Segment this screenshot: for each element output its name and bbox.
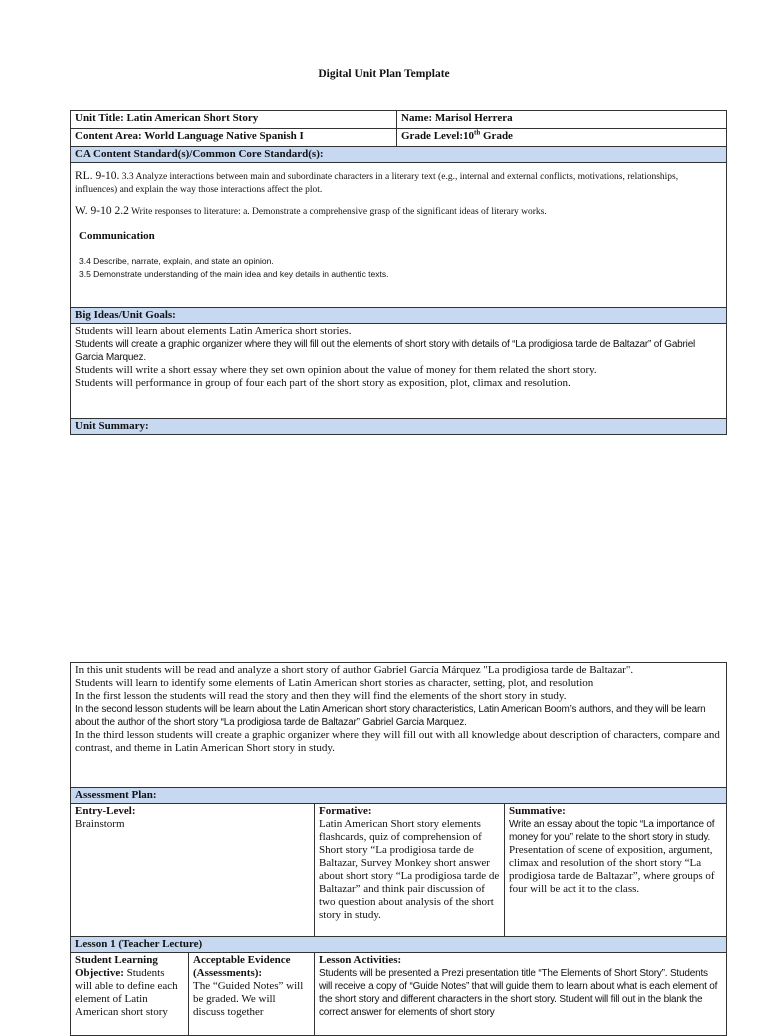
unit-plan-table-continued (70, 662, 727, 1036)
lesson1-heading: Lesson 1 (Teacher Lecture) (71, 937, 727, 953)
entry-level-label: Entry-Level: (75, 805, 136, 817)
entry-level-text: Brainstorm (75, 818, 125, 830)
activities-cell (315, 953, 727, 1036)
summary-line: In the first lesson the students will read the story and then they will find the elements of the short story in study. (75, 690, 567, 702)
summary-line: In the second lesson students will be learn about the Latin American short story characteristics, Latin American Boom’s authors, and they will be learn about the author of the short story “La prodigiosa tarde de Baltazar” Gabriel Garcia Marquez. (75, 704, 706, 728)
unit-summary-heading: Unit Summary: (71, 419, 727, 435)
communication-heading: Communication (79, 230, 155, 242)
standards-body (71, 163, 727, 308)
grade-level-cell: Grade Level:10th Grade (397, 129, 727, 147)
evidence-text: The “Guided Notes” will be graded. We will discuss together (193, 980, 304, 1018)
summative-text: Presentation of scene of exposition, argument, climax and resolution of the short story “La prodigiosa tarde de Baltazar”, where groups of four will be act it to the class. (509, 844, 715, 895)
big-ideas-body (71, 324, 727, 419)
formative-cell (315, 804, 505, 937)
summary-line: In this unit students will be read and analyze a short story of author Gabriel García Márquez "La prodigiosa tarde de Baltazar". (75, 664, 634, 676)
comm-item: 3.5 Demonstrate understanding of the main idea and key details in authentic texts. (79, 269, 389, 279)
name-cell: Name: Marisol Herrera (397, 111, 727, 129)
summative-text: Write an essay about the topic “La importance of money for you” relate to the short story in study. (509, 819, 715, 843)
activities-text: Students will be presented a Prezi presentation title “The Elements of Short Story”. Students will receive a copy of “Guide Notes” that will guide them to learn about what is each element of the short story and different characters in the short story. Student will fill out in the blank the correct answer for elements of short story (319, 968, 718, 1018)
big-idea-line: Students will learn about elements Latin America short stories. (75, 325, 352, 337)
objective-cell (71, 953, 189, 1036)
standard-rl: RL. 9-10. 3.3 Analyze interactions between main and subordinate characters in a literary text (e.g., internal and external conflicts, motivations, relationships, influences) and explain the way those interactions affect the plot. (75, 170, 679, 195)
formative-label: Formative: (319, 805, 372, 817)
content-area-cell: Content Area: World Language Native Spanish I (71, 129, 397, 147)
big-idea-line: Students will performance in group of four each part of the short story as exposition, plot, climax and resolution. (75, 377, 571, 389)
unit-summary-body (71, 663, 727, 788)
unit-plan-table (70, 110, 727, 435)
objective-label: Student Learning Objective: (75, 954, 158, 979)
comm-item: 3.4 Describe, narrate, explain, and state an opinion. (79, 256, 274, 266)
assessment-heading: Assessment Plan: (71, 788, 727, 804)
entry-level-cell (71, 804, 315, 937)
summative-cell (505, 804, 727, 937)
standards-heading: CA Content Standard(s)/Common Core Standard(s): (71, 147, 727, 163)
activities-label: Lesson Activities: (319, 954, 402, 966)
unit-title-cell: Unit Title: Latin American Short Story (71, 111, 397, 129)
big-idea-line: Students will write a short essay where they set own opinion about the value of money for them related the short story. (75, 364, 597, 376)
summary-line: Students will learn to identify some elements of Latin American short stories as character, setting, plot, and resolution (75, 677, 594, 689)
summative-label: Summative: (509, 805, 566, 817)
big-idea-line: Students will create a graphic organizer where they will fill out the elements of short story with details of “La prodigiosa tarde de Baltazar” of Gabriel Garcia Marquez. (75, 339, 696, 363)
document-title: Digital Unit Plan Template (318, 68, 450, 80)
evidence-cell (189, 953, 315, 1036)
big-ideas-heading: Big Ideas/Unit Goals: (71, 308, 727, 324)
summary-line: In the third lesson students will create a graphic organizer where they will fill out with all knowledge about description of characters, compare and contrast, and theme in Latin American Short story in study. (75, 729, 720, 754)
formative-text: Latin American Short story elements flashcards, quiz of comprehension of Short story “La prodigiosa tarde de Baltazar, Survey Monkey short answer about short story “La prodigiosa tarde de Baltazar” and think pair discussion of two question about analysis of the short story in study. (319, 818, 500, 921)
objective-text: Students will able to define each element of Latin American short story (75, 967, 178, 1018)
evidence-label: Acceptable Evidence (Assessments): (193, 954, 291, 979)
standard-w: W. 9-10 2.2 Write responses to literature: a. Demonstrate a comprehensive grasp of the significant ideas of literary works. (75, 205, 547, 217)
